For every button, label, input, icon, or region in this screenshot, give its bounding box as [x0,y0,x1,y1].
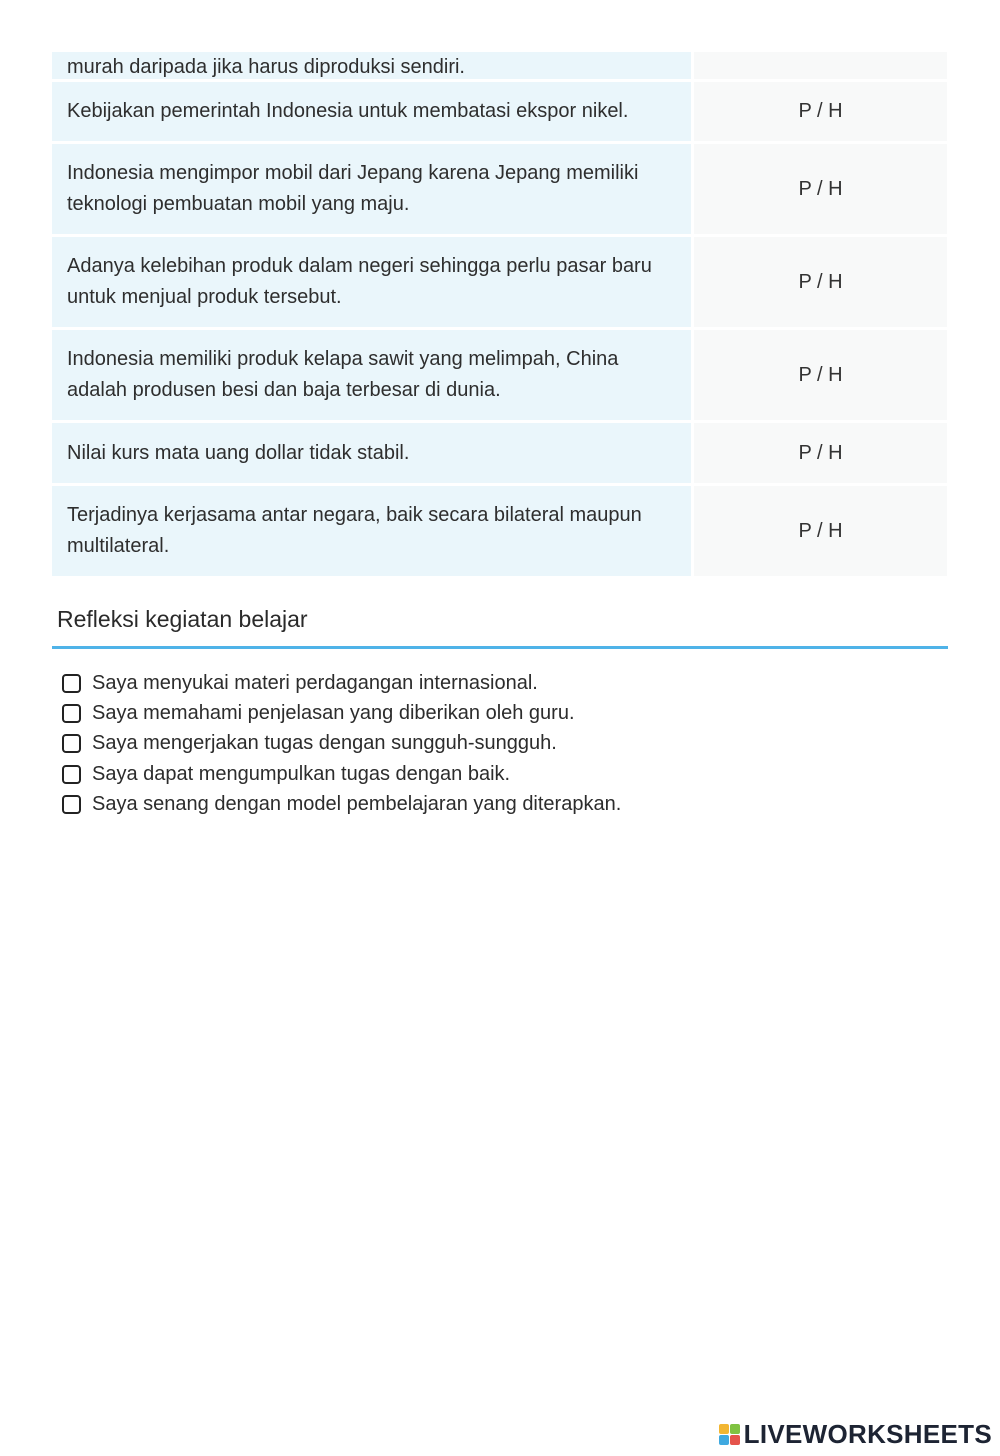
reflection-title: Refleksi kegiatan belajar [57,606,308,632]
logo-mark-icon [719,1424,740,1445]
checklist-item[interactable] [62,729,621,759]
checkbox[interactable] [62,795,81,814]
answer-cell[interactable]: P / H [694,82,947,141]
checkbox[interactable] [62,704,81,723]
logo-tile [719,1424,729,1434]
logo-tile [730,1435,740,1445]
answer-cell[interactable]: P / H [694,237,947,327]
statement-cell: murah daripada jika harus diproduksi sendiri. [52,52,691,79]
section-divider [52,646,948,649]
liveworksheets-logo [719,1419,992,1450]
statement-cell: Adanya kelebihan produk dalam negeri sehingga perlu pasar baru untuk menjual produk tersebut. [52,237,691,327]
checklist-item[interactable] [62,790,621,820]
reflection-checklist [62,668,621,820]
answer-cell[interactable] [694,52,947,79]
table-row [52,52,947,79]
statement-cell: Terjadinya kerjasama antar negara, baik secara bilateral maupun multilateral. [52,486,691,576]
checkbox[interactable] [62,765,81,784]
checklist-label: Saya mengerjakan tugas dengan sungguh-sungguh. [92,732,557,755]
checklist-label: Saya menyukai materi perdagangan internasional. [92,671,538,694]
answer-cell[interactable]: P / H [694,144,947,234]
table-row [52,423,947,483]
checklist-label: Saya dapat mengumpulkan tugas dengan baik. [92,762,511,785]
table-row [52,330,947,420]
statement-cell: Indonesia memiliki produk kelapa sawit yang melimpah, China adalah produsen besi dan baja terbesar di dunia. [52,330,691,420]
table-row [52,144,947,234]
logo-text: LIVEWORKSHEETS [743,1419,992,1449]
logo-tile [719,1435,729,1445]
checklist-item[interactable] [62,759,621,789]
checklist-item[interactable] [62,668,621,698]
table-row [52,82,947,141]
checkbox[interactable] [62,734,81,753]
table-row [52,486,947,576]
statement-cell: Kebijakan pemerintah Indonesia untuk membatasi ekspor nikel. [52,82,691,141]
statement-cell: Nilai kurs mata uang dollar tidak stabil. [52,423,691,483]
checkbox[interactable] [62,674,81,693]
answer-cell[interactable]: P / H [694,423,947,483]
checklist-label: Saya senang dengan model pembelajaran yang diterapkan. [92,793,622,816]
checklist-label: Saya memahami penjelasan yang diberikan oleh guru. [92,702,575,725]
table-row [52,237,947,327]
checklist-item[interactable] [62,698,621,728]
answer-cell[interactable]: P / H [694,330,947,420]
statement-cell: Indonesia mengimpor mobil dari Jepang karena Jepang memiliki teknologi pembuatan mobil yang maju. [52,144,691,234]
answer-cell[interactable]: P / H [694,486,947,576]
statement-table [52,52,947,579]
logo-tile [730,1424,740,1434]
